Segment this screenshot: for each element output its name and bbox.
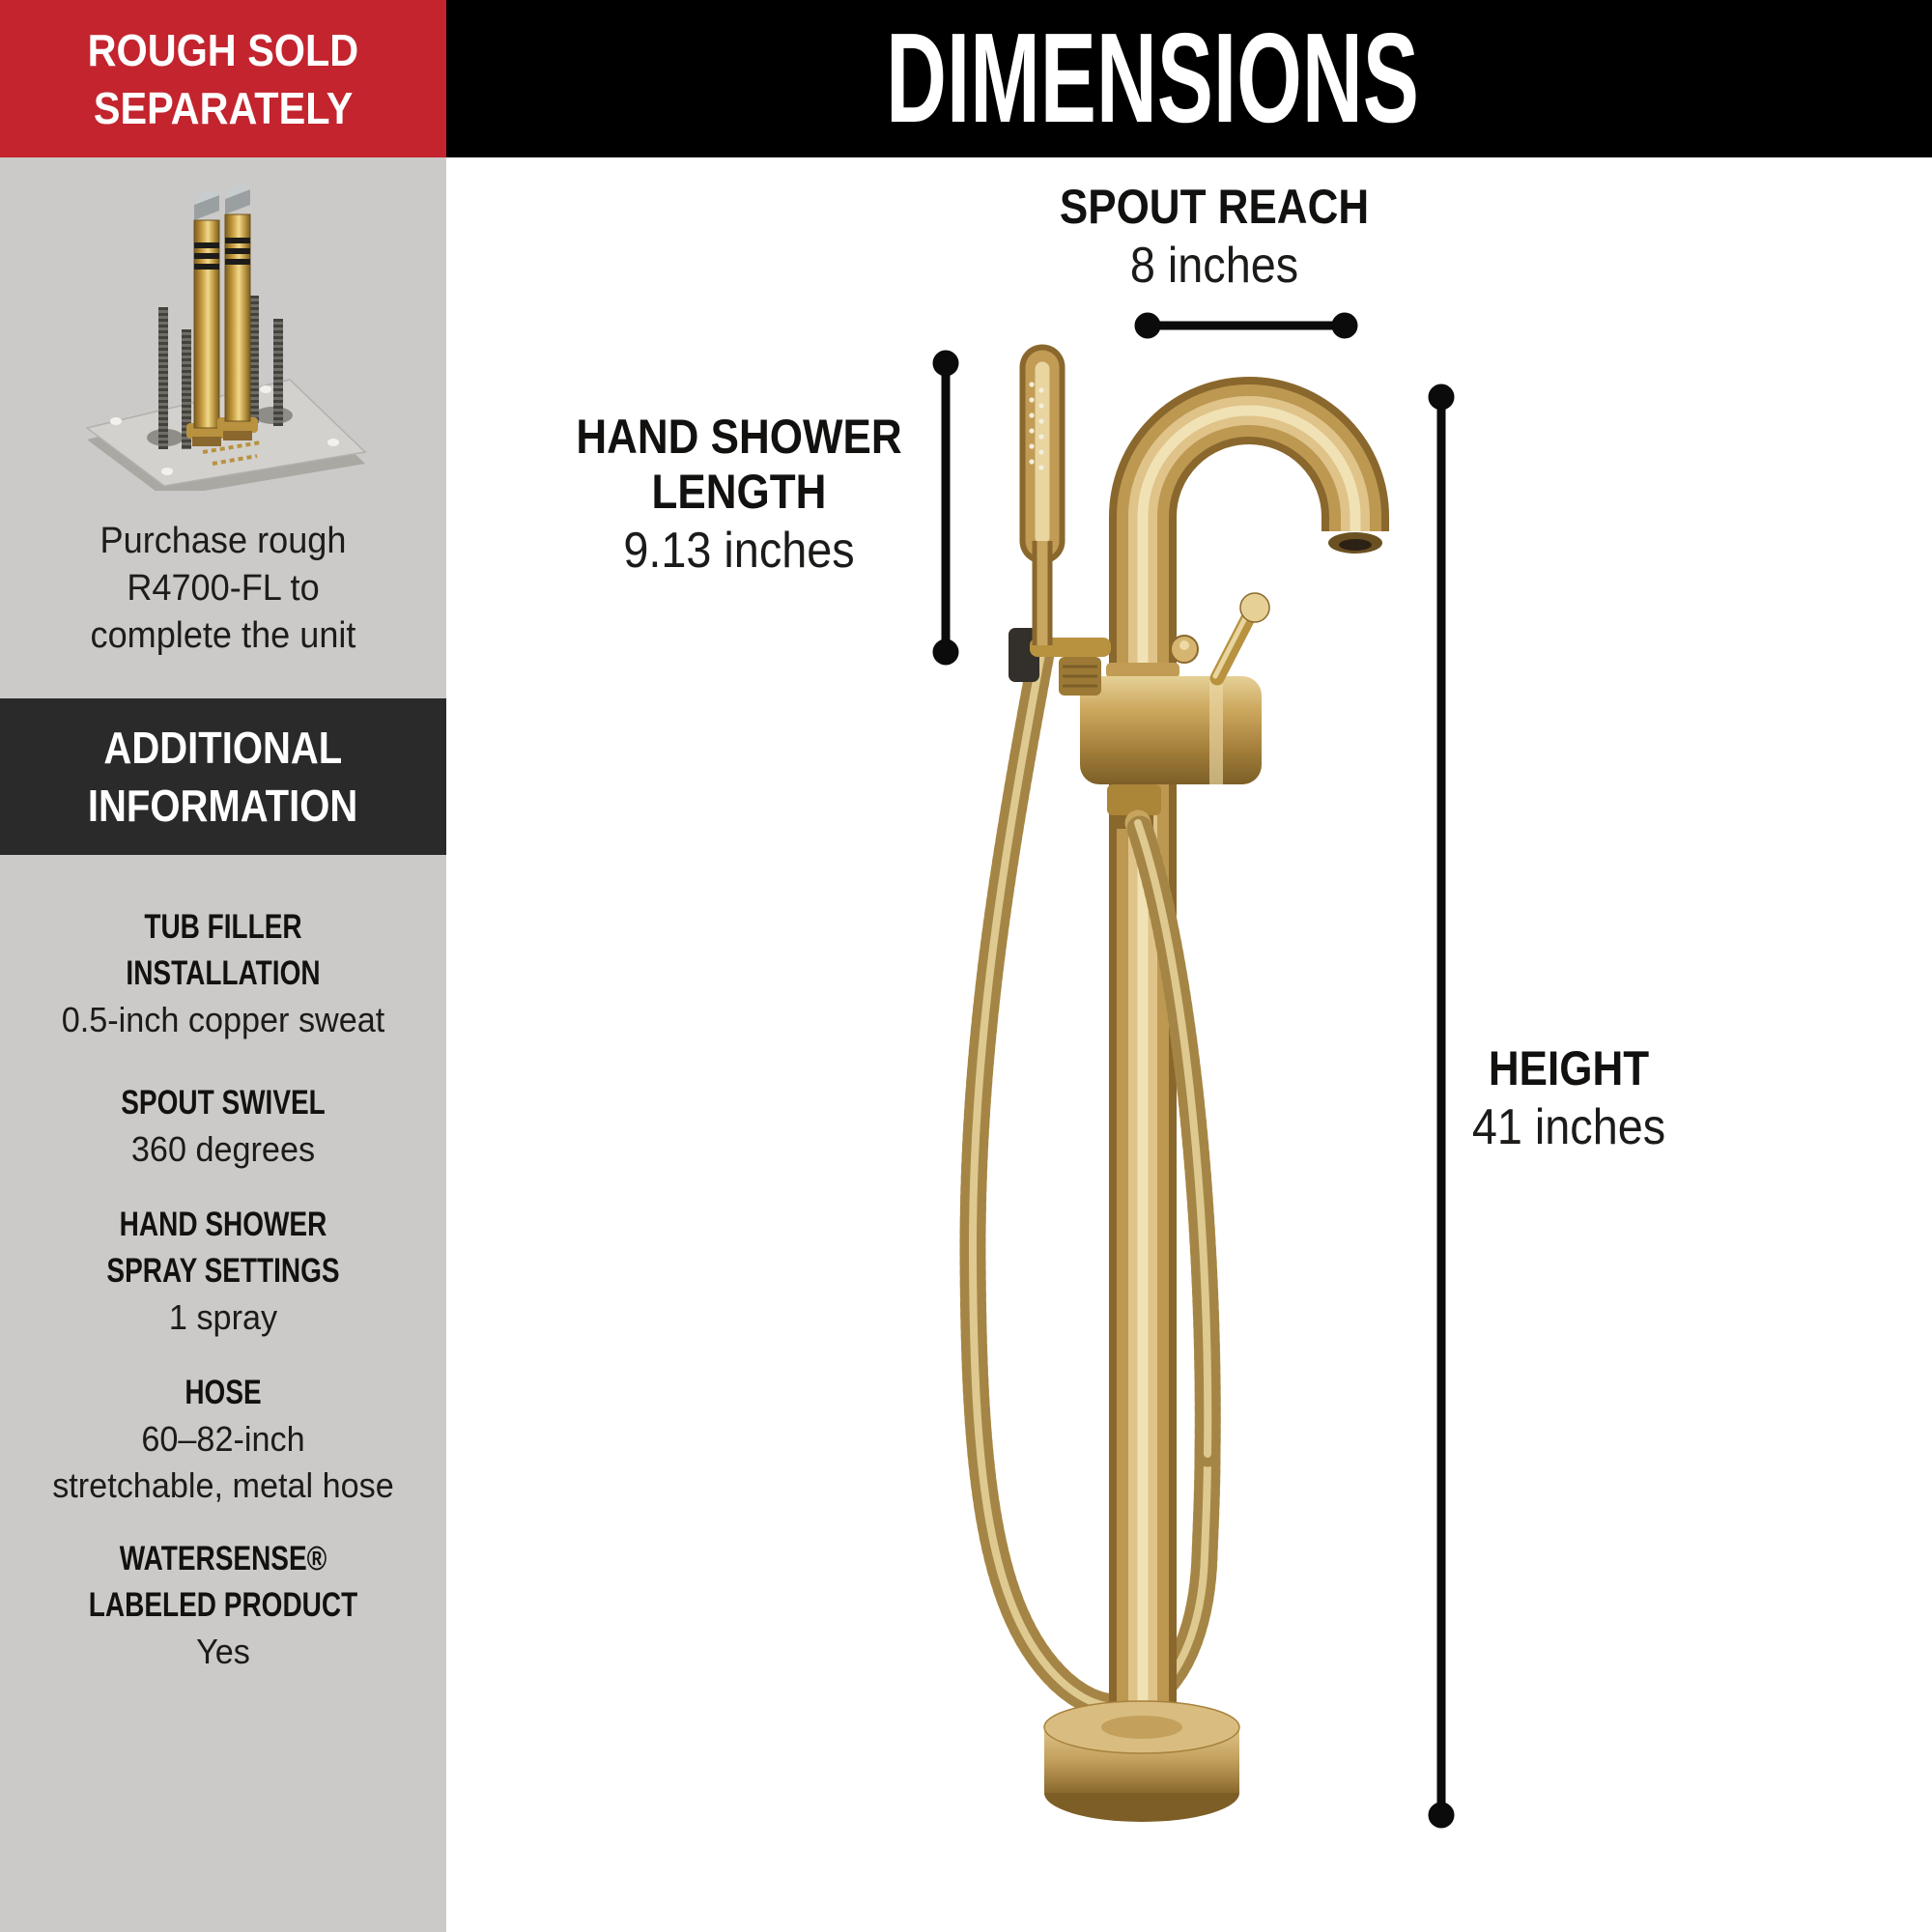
page-title: DIMENSIONS bbox=[886, 7, 1419, 149]
spout-reach-dimension-line bbox=[1135, 313, 1357, 338]
spec-label-line: HOSE bbox=[185, 1374, 262, 1411]
plate-hole bbox=[147, 429, 184, 446]
spout-outlet bbox=[1328, 532, 1382, 554]
dim-label-line: HAND SHOWER bbox=[576, 410, 902, 464]
brass-tubes bbox=[186, 184, 258, 446]
screw-hole bbox=[161, 468, 173, 475]
note-line: complete the unit bbox=[90, 615, 356, 656]
spec-tub-filler-installation bbox=[0, 904, 446, 1043]
diverter-knob bbox=[1171, 636, 1198, 663]
banner-line: ROUGH SOLD bbox=[87, 24, 359, 75]
dim-value: 8 inches bbox=[1129, 238, 1299, 294]
dim-label-line: HEIGHT bbox=[1488, 1041, 1650, 1095]
header-line: ADDITIONAL bbox=[103, 723, 343, 773]
spec-label-line: SPRAY SETTINGS bbox=[106, 1252, 340, 1290]
additional-information-header bbox=[0, 698, 446, 855]
plate-hole bbox=[254, 407, 293, 424]
spout-reach-label bbox=[924, 180, 1504, 297]
screw-hole bbox=[260, 385, 271, 393]
dim-value: 9.13 inches bbox=[623, 523, 855, 579]
spec-label-line: WATERSENSE® bbox=[119, 1540, 327, 1577]
spec-hose bbox=[0, 1370, 446, 1509]
hose-nut bbox=[1107, 784, 1161, 815]
riser-and-spout bbox=[1143, 411, 1382, 1731]
spec-value-line: stretchable, metal hose bbox=[52, 1465, 394, 1505]
screw-hole bbox=[110, 417, 122, 425]
spec-value-line: 60–82-inch bbox=[141, 1419, 305, 1459]
plate-top bbox=[87, 380, 365, 486]
spec-value-line: 360 degrees bbox=[130, 1129, 316, 1169]
header-line: INFORMATION bbox=[88, 781, 358, 831]
diverter-knob-highlight bbox=[1179, 640, 1189, 650]
spec-label-line: LABELED PRODUCT bbox=[88, 1586, 358, 1624]
hand-shower-hose-front bbox=[1138, 823, 1208, 1454]
spec-spout-swivel bbox=[0, 1080, 446, 1173]
dim-label-line: SPOUT REACH bbox=[1059, 180, 1370, 234]
rough-sold-separately-banner bbox=[0, 0, 446, 157]
spec-value-line: Yes bbox=[196, 1632, 250, 1671]
spout-collar bbox=[1106, 663, 1179, 678]
spec-label-line: INSTALLATION bbox=[126, 954, 321, 992]
spec-label-line: SPOUT SWIVEL bbox=[121, 1084, 326, 1122]
note-line: R4700-FL to bbox=[127, 568, 320, 609]
threaded-rods bbox=[163, 296, 278, 449]
spec-hand-shower-spray-settings bbox=[0, 1202, 446, 1341]
rough-purchase-note bbox=[0, 518, 446, 660]
rough-in-valve-image bbox=[58, 153, 386, 491]
spec-watersense bbox=[0, 1536, 446, 1675]
sidebar bbox=[0, 0, 446, 1932]
spray-face-dots bbox=[1029, 382, 1043, 469]
dim-value: 41 inches bbox=[1471, 1099, 1666, 1155]
spec-value-line: 0.5-inch copper sweat bbox=[61, 1000, 385, 1039]
screw-hole bbox=[327, 439, 339, 446]
lever-handle bbox=[1215, 593, 1269, 678]
plate-side bbox=[87, 391, 365, 491]
wand-holder bbox=[1009, 628, 1039, 682]
plate-etching bbox=[203, 442, 261, 464]
floor-mount-base bbox=[1044, 1701, 1239, 1822]
spec-value-line: 1 spray bbox=[168, 1297, 278, 1337]
hand-shower-hose bbox=[973, 649, 1208, 1707]
spec-label-line: TUB FILLER bbox=[144, 908, 302, 946]
valve-body bbox=[1080, 676, 1262, 829]
spec-label-line: HAND SHOWER bbox=[119, 1206, 327, 1243]
note-line: Purchase rough bbox=[99, 521, 347, 561]
hand-shower-length-label bbox=[449, 410, 1029, 582]
banner-line: SEPARATELY bbox=[93, 82, 354, 133]
height-label bbox=[1376, 1041, 1762, 1158]
dim-label-line: LENGTH bbox=[651, 465, 827, 519]
